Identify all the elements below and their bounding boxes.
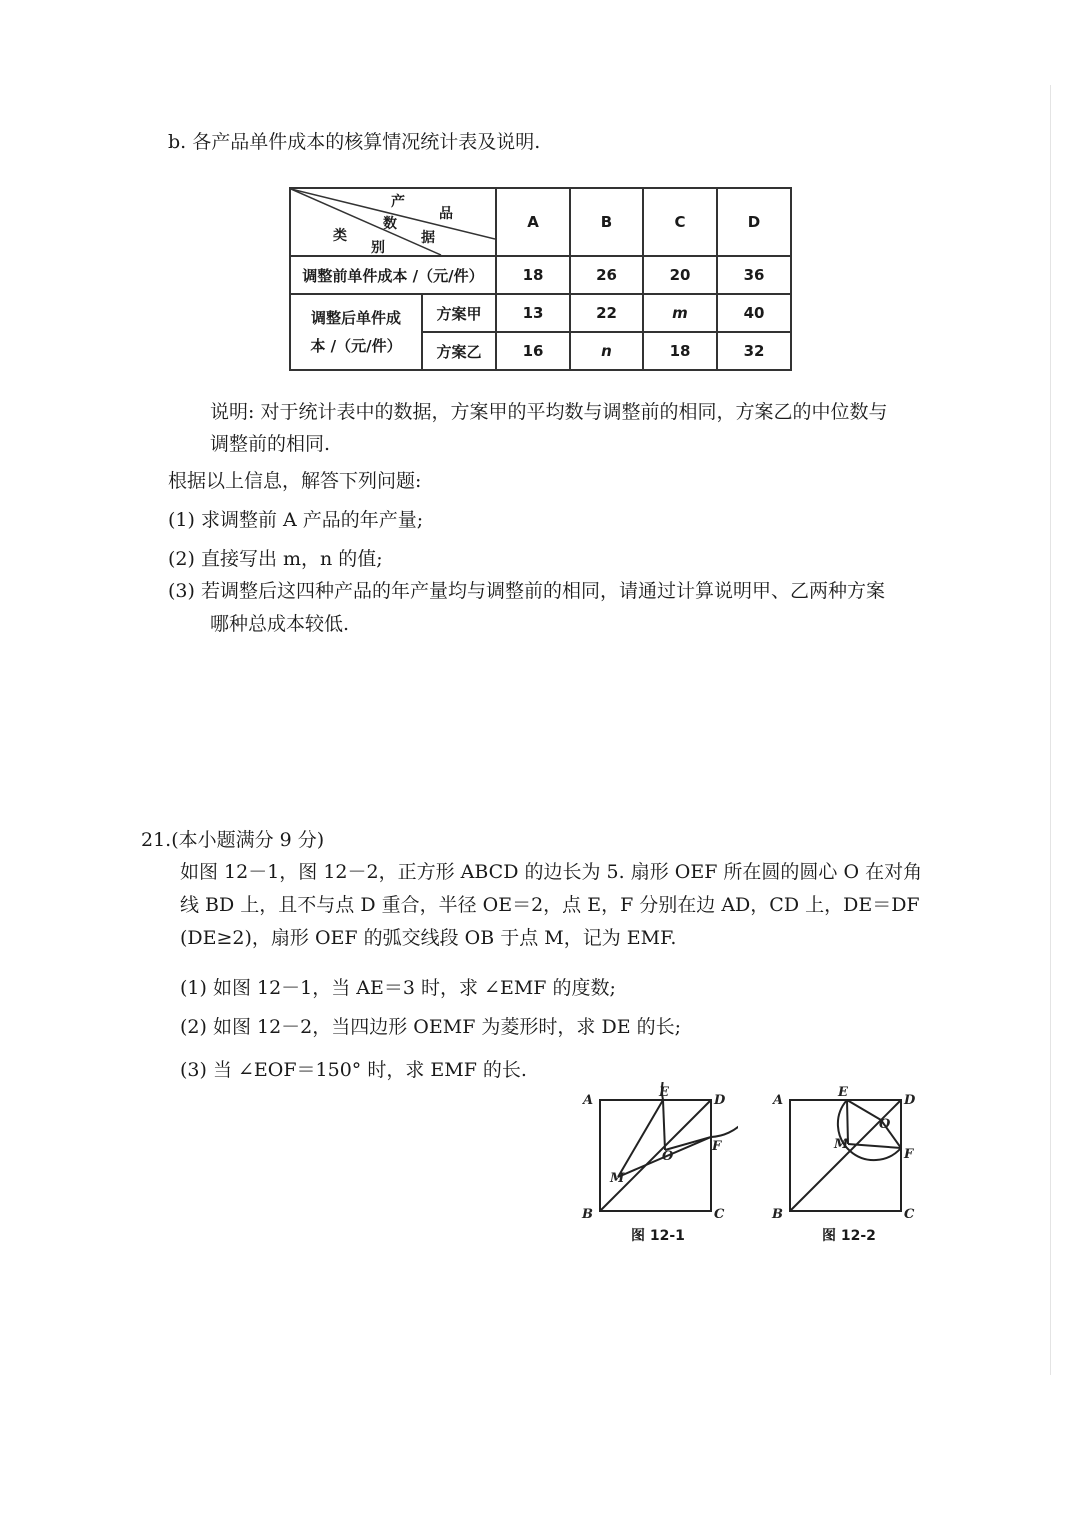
figure-12-2-caption: 图 12-2	[822, 1228, 876, 1244]
before-a: 18	[496, 256, 570, 294]
cost-table	[289, 187, 792, 371]
header-product-c: C	[643, 188, 717, 256]
fig1-sector-arc	[662, 1082, 738, 1137]
fig1-radius-oe	[663, 1100, 665, 1150]
fig1-label-c: C	[714, 1207, 725, 1222]
header-product-b: B	[570, 188, 643, 256]
questions-intro: 根据以上信息，解答下列问题:	[168, 470, 422, 492]
header-product-d: D	[717, 188, 791, 256]
before-d: 36	[717, 256, 791, 294]
problem-21-line-1: 如图 12－1，图 12－2，正方形 ABCD 的边长为 5. 扇形 OEF 所在圆的圆心 O 在对角	[180, 861, 923, 883]
problem-21-sub-1: (1) 如图 12－1，当 AE＝3 时，求 ∠EMF 的度数;	[180, 977, 616, 999]
diag-label-top: 产	[391, 194, 405, 210]
fig1-label-a: A	[583, 1093, 594, 1108]
question-3-line-2: 哪种总成本较低.	[210, 613, 350, 635]
note-line-2: 调整前的相同.	[210, 433, 331, 455]
section-b-title: b. 各产品单件成本的核算情况统计表及说明.	[168, 131, 541, 153]
plan-b-d: 32	[717, 332, 791, 370]
problem-21-line-2: 线 BD 上，且不与点 D 重合，半径 OE＝2，点 E，F 分别在边 AD，CD 上，DE＝DF	[180, 894, 920, 916]
fig1-label-e: E	[659, 1085, 669, 1100]
fig1-label-d: D	[714, 1093, 726, 1108]
fig2-label-b: B	[772, 1207, 783, 1222]
fig2-radius-oe	[847, 1100, 881, 1120]
diag-label-mid: 数	[383, 216, 397, 232]
figure-12-2	[770, 1082, 930, 1222]
fig1-label-m: M	[610, 1171, 625, 1186]
fig1-diagonal-bd	[600, 1100, 711, 1211]
fig2-label-m: M	[834, 1137, 849, 1152]
question-2: (2) 直接写出 m，n 的值;	[168, 548, 383, 570]
row-after-label	[290, 294, 422, 370]
fig2-label-o: O	[879, 1117, 891, 1132]
fig2-label-d: D	[904, 1093, 916, 1108]
problem-21-sub-3: (3) 当 ∠EOF＝150° 时，求 EMF 的长.	[180, 1059, 527, 1081]
header-product-a: A	[496, 188, 570, 256]
fig2-label-f: F	[904, 1147, 914, 1162]
fig2-label-c: C	[904, 1207, 915, 1222]
fig2-label-a: A	[773, 1093, 784, 1108]
before-c: 20	[643, 256, 717, 294]
problem-21-heading: 21.(本小题满分 9 分)	[141, 829, 325, 851]
problem-21-sub-2: (2) 如图 12－2，当四边形 OEMF 为菱形时，求 DE 的长;	[180, 1016, 682, 1038]
figure-12-1-caption: 图 12-1	[631, 1228, 685, 1244]
fig1-label-b: B	[582, 1207, 593, 1222]
fig1-segment-me	[618, 1100, 663, 1177]
plan-b-c: 18	[643, 332, 717, 370]
problem-21-line-3: (DE≥2)，扇形 OEF 的弧交线段 OB 于点 M，记为 EMF.	[180, 927, 677, 949]
plan-b-b: n	[570, 332, 643, 370]
question-1: (1) 求调整前 A 产品的年产量;	[168, 509, 424, 531]
fig2-label-e: E	[838, 1085, 848, 1100]
plan-a-label: 方案甲	[422, 294, 496, 332]
diag-label-top2: 品	[439, 206, 453, 222]
plan-a-a: 13	[496, 294, 570, 332]
diag-label-mid2: 据	[421, 230, 435, 246]
fig1-label-f: F	[712, 1139, 722, 1154]
plan-b-a: 16	[496, 332, 570, 370]
plan-b-label: 方案乙	[422, 332, 496, 370]
row-after-label-line2: 本 /（元/件）	[310, 337, 402, 355]
row-after-label-line1: 调整后单件成	[310, 309, 401, 327]
fig1-label-o: O	[662, 1149, 674, 1164]
before-b: 26	[570, 256, 643, 294]
plan-a-b: 22	[570, 294, 643, 332]
figure-12-1	[578, 1082, 738, 1222]
diagonal-header-cell	[290, 188, 496, 256]
diag-label-bottom: 别	[371, 240, 385, 256]
page-edge-shadow	[1050, 85, 1051, 1375]
diag-label-left: 类	[333, 228, 347, 244]
plan-a-d: 40	[717, 294, 791, 332]
question-3-line-1: (3) 若调整后这四种产品的年产量均与调整前的相同，请通过计算说明甲、乙两种方案	[168, 580, 885, 602]
note-line-1: 说明: 对于统计表中的数据，方案甲的平均数与调整前的相同，方案乙的中位数与	[210, 401, 888, 423]
plan-a-c: m	[643, 294, 717, 332]
row-before-label: 调整前单件成本 /（元/件）	[290, 256, 496, 294]
